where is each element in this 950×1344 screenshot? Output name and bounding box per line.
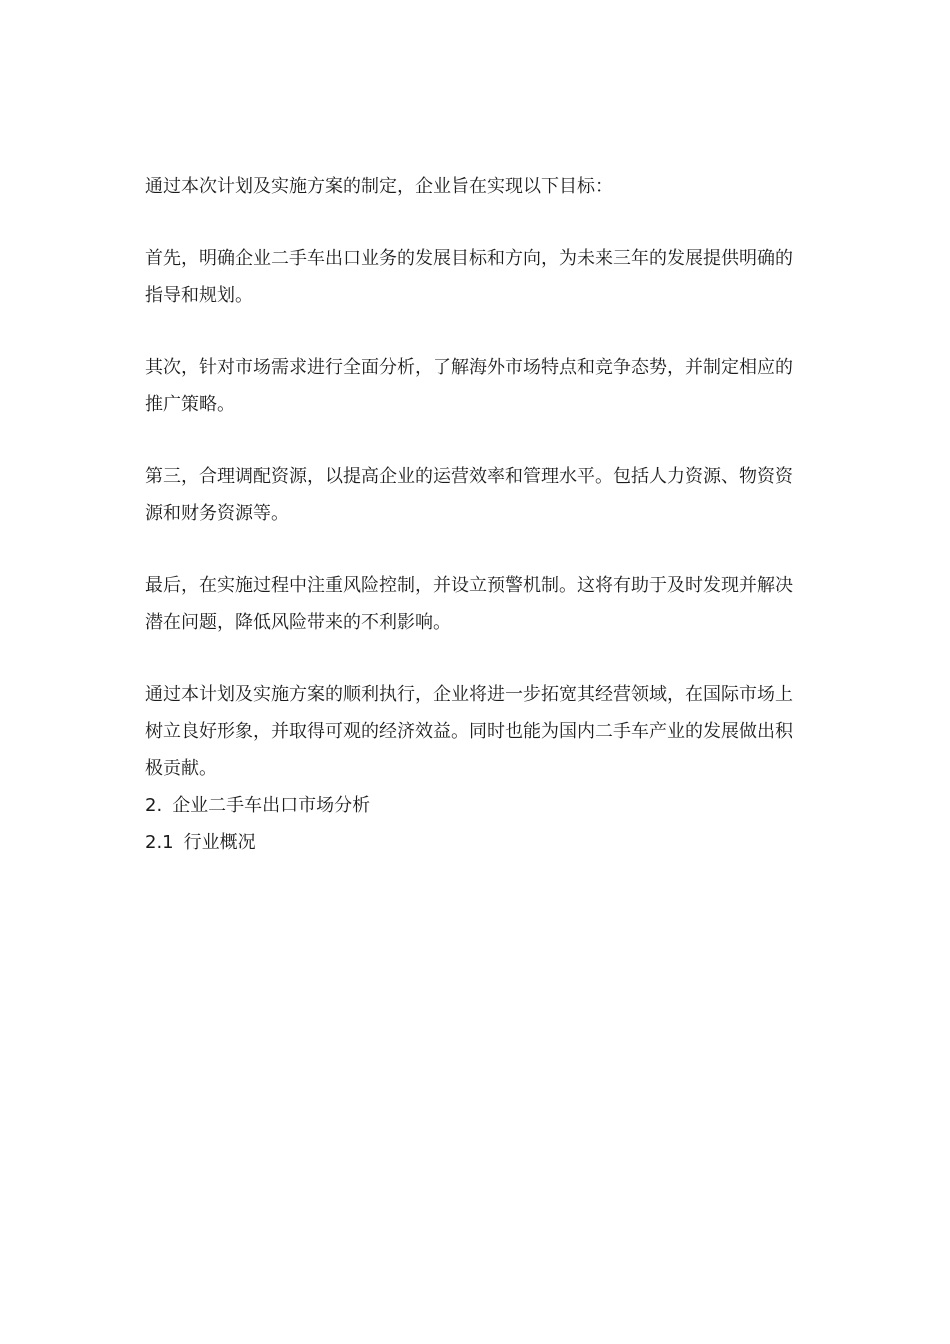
document-body [145,168,807,861]
section-heading [145,787,807,824]
subsection-heading [145,824,807,861]
paragraph-second-goal: 其次，针对市场需求进行全面分析，了解海外市场特点和竞争态势，并制定相应的推广策略。 [145,357,793,415]
paragraph-intro: 通过本次计划及实施方案的制定，企业旨在实现以下目标： [145,176,613,197]
section-number: 2. [145,795,163,816]
paragraph-third-goal: 第三，合理调配资源，以提高企业的运营效率和管理水平。包括人力资源、物资资源和财务资源等。 [145,466,793,524]
paragraph-final-goal: 最后，在实施过程中注重风险控制，并设立预警机制。这将有助于及时发现并解决潜在问题，降低风险带来的不利影响。 [145,575,793,633]
paragraph-conclusion: 通过本计划及实施方案的顺利执行，企业将进一步拓宽其经营领域，在国际市场上树立良好形象，并取得可观的经济效益。同时也能为国内二手车产业的发展做出积极贡献。 [145,684,793,779]
paragraph-first-goal: 首先，明确企业二手车出口业务的发展目标和方向，为未来三年的发展提供明确的指导和规划。 [145,248,793,306]
subsection-title: 行业概况 [183,832,256,853]
subsection-number: 2.1 [145,832,174,853]
section-title: 企业二手车出口市场分析 [172,795,371,816]
